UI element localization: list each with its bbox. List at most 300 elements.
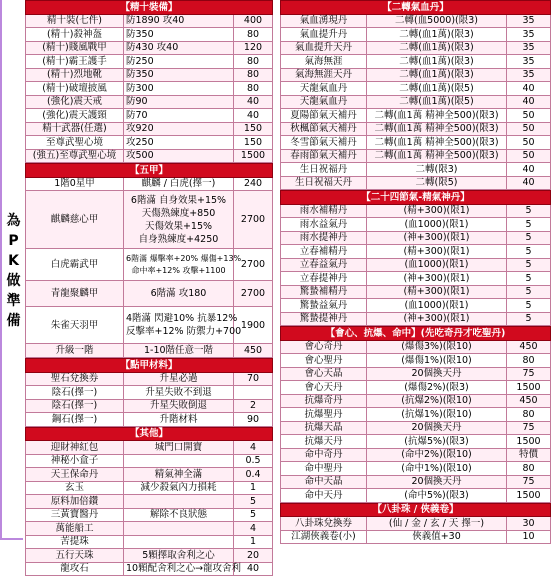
table-row [281, 408, 551, 422]
armor-name: 升級一階 [26, 344, 124, 358]
item-name: 驚蟄益氣丹 [281, 299, 367, 313]
table-row [26, 344, 273, 358]
item-price: 5 [507, 231, 551, 245]
table-row [281, 82, 551, 96]
item-name: 至尊武聖心境 [26, 136, 124, 150]
table-row [281, 367, 551, 381]
table-row [26, 307, 273, 344]
table-row [281, 381, 551, 395]
item-price: 35 [507, 55, 551, 69]
armor-desc-line: 天傷效果+15% [126, 220, 231, 233]
item-desc: (血1000)(限1) [367, 258, 507, 272]
table-row [26, 191, 273, 249]
item-price: 特價 [507, 448, 551, 462]
item-desc: 防300 [124, 82, 234, 96]
section-title: 【其他】 [26, 427, 273, 441]
item-name: 天王保命丹 [26, 468, 124, 482]
item-desc: 防430 攻40 [124, 41, 234, 55]
item-price: 40 [234, 95, 273, 109]
item-name: 驚蟄提神丹 [281, 312, 367, 326]
table-row [281, 475, 551, 489]
table-row [26, 468, 273, 482]
table-row [281, 68, 551, 82]
item-desc: 防90 [124, 95, 234, 109]
table-row [26, 535, 273, 549]
item-price: 1 [234, 481, 273, 495]
item-desc [124, 522, 234, 536]
table-row [281, 41, 551, 55]
item-price: 5 [234, 495, 273, 509]
item-desc: 二轉(血5000)(限3) [367, 14, 507, 28]
item-name: 會心聖丹 [281, 354, 367, 368]
item-desc: 攻920 [124, 122, 234, 136]
table-row [26, 41, 273, 55]
item-name: 五行天珠 [26, 549, 124, 563]
item-price: 5 [234, 508, 273, 522]
item-name: 會心奇丹 [281, 340, 367, 354]
item-price: 0.5 [234, 454, 273, 468]
table-row [281, 435, 551, 449]
item-name: 苦提珠 [26, 535, 124, 549]
table-row [26, 441, 273, 455]
item-desc: 二轉(血1萬 精神全500)(限3) [367, 109, 507, 123]
left-column [25, 0, 272, 576]
item-price: 1500 [234, 149, 273, 163]
item-desc: 20個換天丹 [367, 421, 507, 435]
item-price: 75 [507, 367, 551, 381]
side-char: 準 [3, 292, 24, 310]
item-price: 50 [507, 136, 551, 150]
item-price: 35 [507, 28, 551, 42]
item-desc: 城門口開寶 [124, 441, 234, 455]
armor-name: 麒麟慈心甲 [26, 191, 124, 249]
item-price: 1 [234, 535, 273, 549]
item-price: 150 [234, 136, 273, 150]
item-desc: 攻500 [124, 149, 234, 163]
table-row [281, 122, 551, 136]
item-desc: 5顆擇取舍利之心 [124, 549, 234, 563]
item-desc: 升星失敗倒退 [124, 399, 234, 413]
armor-desc [124, 249, 234, 281]
item-desc: 減少殺氣內力損耗 [124, 481, 234, 495]
table-row [26, 386, 273, 400]
item-price: 20 [234, 549, 273, 563]
table-row [26, 508, 273, 522]
item-price: 5 [507, 299, 551, 313]
item-desc: 二轉(血1萬 精神全500)(限3) [367, 122, 507, 136]
table-row [26, 149, 273, 163]
item-name: 江湖俠義卷(小) [281, 530, 367, 544]
armor-desc-line: 命中率+12% 攻擊+1100 [126, 265, 231, 277]
item-desc: (精+300)(限1) [367, 204, 507, 218]
item-price: 5 [507, 218, 551, 232]
item-price: 40 [507, 176, 551, 190]
item-name: 陰石(擇一) [26, 399, 124, 413]
section-title: 【二轉氣血丹】 [281, 1, 551, 15]
item-name: 命中聖丹 [281, 462, 367, 476]
item-desc: 10顆配舍利之心→龍攻舍利 [124, 562, 234, 576]
item-name: 陰石(擇一) [26, 386, 124, 400]
armor-desc [124, 307, 234, 344]
table-row [26, 68, 273, 82]
item-name: 鋼石(擇一) [26, 413, 124, 427]
item-name: 聖石兌換券 [26, 372, 124, 386]
item-name: 精十武器(任選) [26, 122, 124, 136]
item-desc: (精+300)(限1) [367, 245, 507, 259]
item-desc: 升星失敗不到退 [124, 386, 234, 400]
table-row [281, 231, 551, 245]
item-desc: (神+300)(限1) [367, 312, 507, 326]
item-price: 80 [507, 462, 551, 476]
table-row [281, 218, 551, 232]
item-desc: (爆傷3%)(限10) [367, 340, 507, 354]
side-char: 為 [3, 212, 24, 230]
item-desc: 二轉(血1萬)(限3) [367, 55, 507, 69]
item-desc: (抗爆5%)(限3) [367, 435, 507, 449]
item-price: 0.4 [234, 468, 273, 482]
item-name: 冬雪節氣天補丹 [281, 136, 367, 150]
armor-desc-line: 6階滿 自身效果+15% [126, 194, 231, 207]
item-desc: 20個換天丹 [367, 367, 507, 381]
table-row [26, 413, 273, 427]
armor-name: 朱雀天羽甲 [26, 307, 124, 344]
item-desc: 二轉(血1萬)(限3) [367, 28, 507, 42]
table-row [281, 176, 551, 190]
item-price: 40 [507, 82, 551, 96]
item-name: 龍攻石 [26, 562, 124, 576]
table-row [26, 399, 273, 413]
side-char: 備 [3, 312, 24, 330]
item-name: 迎財神紅包 [26, 441, 124, 455]
item-name: 立春提神丹 [281, 272, 367, 286]
item-price: 400 [234, 14, 273, 28]
table-row [26, 562, 273, 576]
armor-price: 1900 [234, 307, 273, 344]
item-desc: 防350 [124, 68, 234, 82]
item-price: 1500 [507, 381, 551, 395]
armor-desc-line: 6階滿 爆擊率+20% 爆傷+13% [126, 253, 231, 265]
item-price: 4 [234, 522, 273, 536]
item-desc [124, 535, 234, 549]
table-row [281, 272, 551, 286]
side-char: P [3, 232, 24, 250]
armor-desc: 1-10階任意一階 [124, 344, 234, 358]
item-desc: (抗爆1%)(限10) [367, 408, 507, 422]
item-name: 立春補精丹 [281, 245, 367, 259]
item-price: 5 [507, 258, 551, 272]
item-price: 40 [234, 109, 273, 123]
item-name: 雨水提神丹 [281, 231, 367, 245]
table-row [26, 549, 273, 563]
item-price: 450 [507, 394, 551, 408]
item-price: 1500 [507, 489, 551, 503]
item-desc: 二轉(血1萬)(限5) [367, 82, 507, 96]
armor-price: 2700 [234, 281, 273, 307]
item-name: 立春益氣丹 [281, 258, 367, 272]
table-row [281, 285, 551, 299]
item-desc: (精+300)(限1) [367, 285, 507, 299]
armor-name: 青龍聚麟甲 [26, 281, 124, 307]
table-row [281, 258, 551, 272]
item-name: 抗爆天丹 [281, 435, 367, 449]
item-name: 秋楓節氣天補丹 [281, 122, 367, 136]
item-desc: 防350 [124, 28, 234, 42]
table-row [26, 55, 273, 69]
item-price: 1500 [507, 435, 551, 449]
item-desc: (抗爆2%)(限10) [367, 394, 507, 408]
item-desc: 二轉(血1萬)(限3) [367, 41, 507, 55]
item-name: 氣血提升天丹 [281, 41, 367, 55]
item-price: 70 [234, 372, 273, 386]
item-name: 雨水補精丹 [281, 204, 367, 218]
item-desc: 二轉(限5) [367, 176, 507, 190]
item-desc [124, 495, 234, 509]
table-row [281, 448, 551, 462]
table-row [281, 163, 551, 177]
table-row [26, 177, 273, 191]
bagua-table [280, 503, 551, 545]
item-desc: (爆傷2%)(限3) [367, 381, 507, 395]
equip-table [25, 0, 273, 163]
item-price: 35 [507, 41, 551, 55]
item-price: 150 [234, 122, 273, 136]
table-row [26, 82, 273, 96]
item-name: 夏陽節氣天補丹 [281, 109, 367, 123]
item-name: 命中天丹 [281, 489, 367, 503]
table-row [281, 14, 551, 28]
armor-desc-line: 反擊率+12% 防禦力+700 [126, 325, 231, 338]
item-name: 神秘小盒子 [26, 454, 124, 468]
table-row [281, 109, 551, 123]
item-price: 80 [234, 68, 273, 82]
item-name: 氣血提升丹 [281, 28, 367, 42]
item-name: 天龍氣血丹 [281, 82, 367, 96]
armor-price: 240 [234, 177, 273, 191]
item-price: 5 [507, 285, 551, 299]
item-name: 抗爆天晶 [281, 421, 367, 435]
item-price: 2 [234, 399, 273, 413]
item-desc: 二轉(血1萬 精神全500)(限3) [367, 149, 507, 163]
item-name: 玄玉 [26, 481, 124, 495]
armor-price: 2700 [234, 191, 273, 249]
item-price: 50 [507, 122, 551, 136]
table-row [281, 299, 551, 313]
table-row [26, 454, 273, 468]
table-row [26, 522, 273, 536]
table-row [26, 28, 273, 42]
item-name: 生日祝福天丹 [281, 176, 367, 190]
armor-desc [124, 281, 234, 307]
item-price: 5 [507, 272, 551, 286]
item-price: 10 [507, 530, 551, 544]
table-row [281, 55, 551, 69]
table-row [26, 14, 273, 28]
table-row [281, 136, 551, 150]
item-price: 80 [234, 82, 273, 96]
item-name: 三黃寶醫丹 [26, 508, 124, 522]
item-price: 40 [234, 562, 273, 576]
table-row [281, 340, 551, 354]
item-name: (精十)霸王護手 [26, 55, 124, 69]
item-desc: (仙 / 金 / 玄 / 天 擇一) [367, 517, 507, 531]
item-price: 40 [507, 163, 551, 177]
table-row [281, 489, 551, 503]
item-name: (精十)破壇披風 [26, 82, 124, 96]
item-desc: (神+300)(限1) [367, 272, 507, 286]
item-name: 抗爆奇丹 [281, 394, 367, 408]
item-desc: 俠義值+30 [367, 530, 507, 544]
item-desc: 解除不良狀態 [124, 508, 234, 522]
table-row [26, 109, 273, 123]
item-name: 命中天晶 [281, 475, 367, 489]
five-armor-table [25, 163, 273, 358]
armor-price: 450 [234, 344, 273, 358]
table-row [26, 481, 273, 495]
side-char: K [3, 252, 24, 270]
item-name: 生日祝福丹 [281, 163, 367, 177]
table-row [26, 122, 273, 136]
table-row [281, 312, 551, 326]
item-price: 50 [507, 109, 551, 123]
armor-desc [124, 191, 234, 249]
armor-desc-line: 6階滿 攻180 [126, 287, 231, 300]
item-desc: (爆傷1%)(限10) [367, 354, 507, 368]
table-row [281, 28, 551, 42]
item-desc: (命中5%)(限3) [367, 489, 507, 503]
item-price: 30 [507, 517, 551, 531]
item-desc: 攻250 [124, 136, 234, 150]
table-row [26, 495, 273, 509]
item-desc: 二轉(血1萬 精神全500)(限3) [367, 136, 507, 150]
item-name: 精十裝(七件) [26, 14, 124, 28]
section-title: 【點甲材料】 [26, 359, 273, 373]
item-desc: (命中2%)(限10) [367, 448, 507, 462]
item-name: 雨水益氣丹 [281, 218, 367, 232]
item-price: 80 [234, 28, 273, 42]
table-row [281, 245, 551, 259]
item-desc: 20個換天丹 [367, 475, 507, 489]
item-name: (精十)殺神盔 [26, 28, 124, 42]
armor-desc-line: 天傷熟練度+850 [126, 207, 231, 220]
table-row [26, 281, 273, 307]
item-name: 原料加倍鑽 [26, 495, 124, 509]
section-title: 【五甲】 [26, 164, 273, 178]
item-price: 35 [507, 68, 551, 82]
item-price: 5 [507, 245, 551, 259]
right-column [280, 0, 550, 544]
armor-name: 1階0星甲 [26, 177, 124, 191]
item-desc: (神+300)(限1) [367, 231, 507, 245]
table-row [281, 517, 551, 531]
item-price: 120 [234, 41, 273, 55]
table-row [281, 354, 551, 368]
item-price: 80 [234, 55, 273, 69]
table-row [281, 204, 551, 218]
item-name: 驚蟄補精丹 [281, 285, 367, 299]
section-title: 【精十裝備】 [26, 1, 273, 15]
item-price: 40 [507, 95, 551, 109]
item-price: 35 [507, 14, 551, 28]
item-desc: 防250 [124, 55, 234, 69]
table-row [26, 95, 273, 109]
item-price: 80 [507, 354, 551, 368]
item-price: 75 [507, 475, 551, 489]
table-row [281, 149, 551, 163]
item-desc: (血1000)(限1) [367, 299, 507, 313]
item-price: 4 [234, 441, 273, 455]
item-name: 會心天丹 [281, 381, 367, 395]
item-desc: (命中1%)(限10) [367, 462, 507, 476]
pills-table [280, 0, 551, 190]
armor-desc: 麒麟 / 白虎(擇一) [124, 177, 234, 191]
item-desc: 二轉(血1萬)(限3) [367, 68, 507, 82]
material-table [25, 358, 273, 427]
item-price: 50 [507, 149, 551, 163]
item-name: 氣海無涯 [281, 55, 367, 69]
other-table [25, 427, 273, 576]
item-price: 5 [507, 312, 551, 326]
table-row [281, 530, 551, 544]
table-row [281, 95, 551, 109]
table-row [281, 421, 551, 435]
armor-name: 白虎霸武甲 [26, 249, 124, 281]
table-row [281, 462, 551, 476]
item-name: 八卦珠兌換券 [281, 517, 367, 531]
item-name: 天龍氣血丹 [281, 95, 367, 109]
item-name: (精十)烈地靴 [26, 68, 124, 82]
armor-desc-line: 4階滿 閃避10% 抗暴12% [126, 312, 231, 325]
item-price: 5 [507, 204, 551, 218]
table-row [26, 136, 273, 150]
table-row [26, 249, 273, 281]
item-name: 春雨節氣天補丹 [281, 149, 367, 163]
item-price: 80 [507, 408, 551, 422]
section-title: 【二十四節氣-精氣神丹】 [281, 191, 551, 205]
item-desc: 二轉(限3) [367, 163, 507, 177]
item-desc: 精氣神全滿 [124, 468, 234, 482]
item-desc: 升星必過 [124, 372, 234, 386]
item-name: 氣血湧現丹 [281, 14, 367, 28]
item-name: 抗爆聖丹 [281, 408, 367, 422]
armor-price: 2700 [234, 249, 273, 281]
table-row [281, 394, 551, 408]
item-name: 氣海無涯天丹 [281, 68, 367, 82]
item-desc: (血1000)(限1) [367, 218, 507, 232]
section-title: 【會心、抗爆、命中】(先吃奇丹才吃聖丹) [281, 327, 551, 341]
item-price: 90 [234, 413, 273, 427]
item-price: 450 [507, 340, 551, 354]
item-desc: 升階材料 [124, 413, 234, 427]
item-price: 75 [507, 421, 551, 435]
item-name: 命中奇丹 [281, 448, 367, 462]
item-name: 會心天晶 [281, 367, 367, 381]
item-name: (強化)震天戒 [26, 95, 124, 109]
item-desc: 二轉(血1萬)(限5) [367, 95, 507, 109]
side-label-panel [0, 0, 23, 540]
item-desc: 防70 [124, 109, 234, 123]
item-name: (強五)至尊武聖心境 [26, 149, 124, 163]
section-title: 【八卦珠 / 俠義卷】 [281, 503, 551, 517]
side-char: 做 [3, 272, 24, 290]
item-name: (精十)賤風戰甲 [26, 41, 124, 55]
item-price [234, 386, 273, 400]
armor-desc-line: 自身熟練度+4250 [126, 233, 231, 246]
table-row [26, 372, 273, 386]
solar-table [280, 190, 551, 326]
item-desc: 防1890 攻40 [124, 14, 234, 28]
crit-table [280, 326, 551, 503]
item-name: (強化)震天護頸 [26, 109, 124, 123]
